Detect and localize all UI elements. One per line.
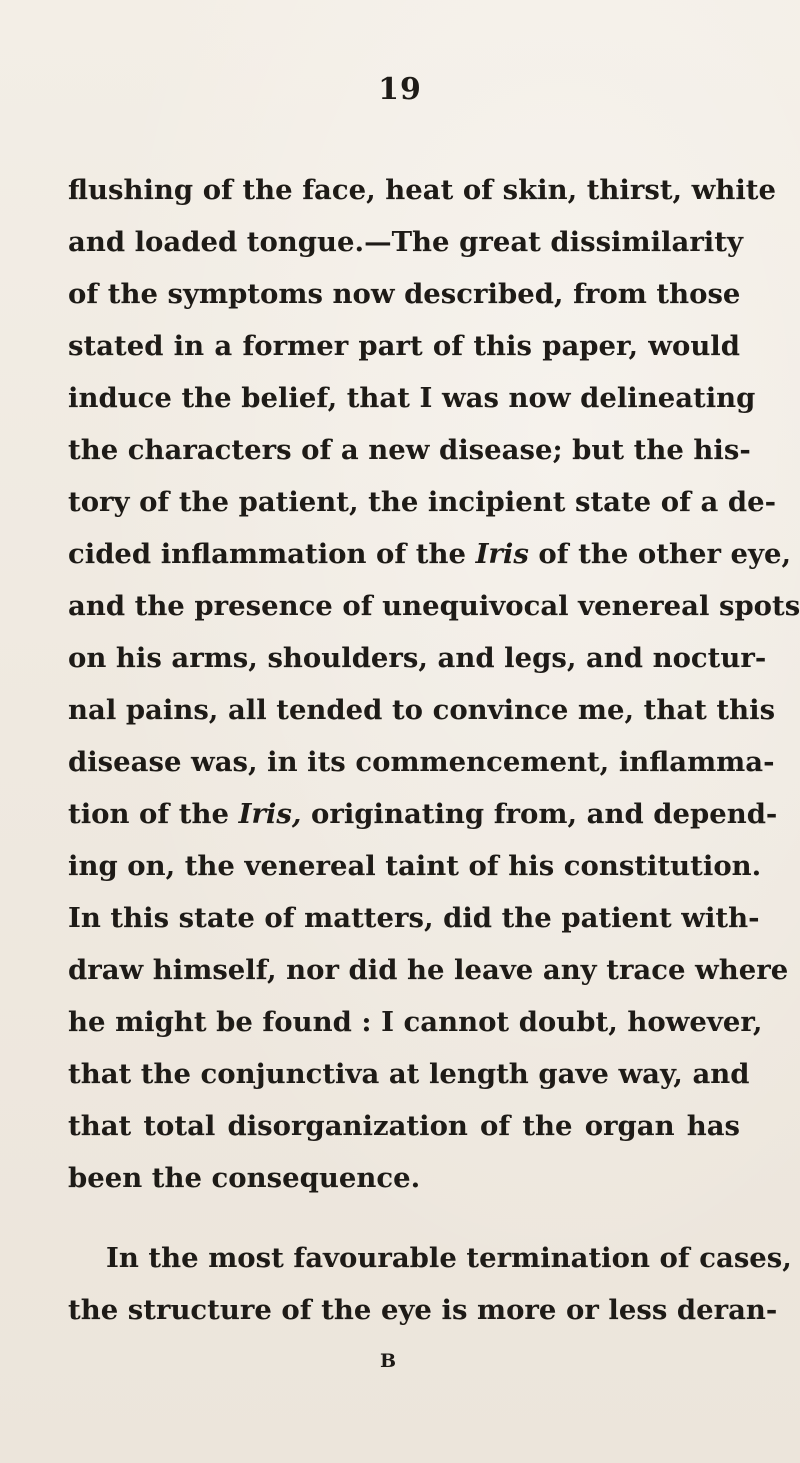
text-line: and loaded tongue.—The great dissimilarity [68, 226, 743, 258]
signature-mark: B [379, 1350, 397, 1372]
text-line: that total disorganization of the organ has [68, 1110, 740, 1142]
italic-term: Iris [475, 538, 529, 570]
text-line: nal pains, all tended to convince me, that this [68, 694, 776, 726]
text-line: the structure of the eye is more or less deran- [68, 1294, 778, 1326]
text-line: stated in a former part of this paper, would [68, 330, 740, 362]
text-line: that the conjunctiva at length gave way, and [68, 1058, 750, 1090]
text-line: he might be found : I cannot doubt, however, [68, 1006, 763, 1038]
text-line: the characters of a new disease; but the his- [68, 434, 751, 466]
text-line: draw himself, nor did he leave any trace where [68, 954, 789, 986]
text-segment: of the other eye, [528, 538, 792, 570]
text-line: flushing of the face, heat of skin, thirst, white [68, 174, 776, 206]
text-line: In the most favourable termination of cases, [106, 1242, 792, 1274]
italic-term: Iris, [238, 798, 302, 830]
text-line: tory of the patient, the incipient state of a de- [68, 486, 777, 518]
text-line: of the symptoms now described, from those [68, 278, 741, 310]
page-number: 19 [378, 72, 422, 107]
text-line: on his arms, shoulders, and legs, and noctur- [68, 642, 767, 674]
text-line: and the presence of unequivocal venereal spots [68, 590, 800, 622]
text-line [68, 534, 792, 574]
text-line: ing on, the venereal taint of his constitution. [68, 850, 762, 882]
text-segment: tion of the [68, 798, 239, 830]
text-line: been the consequence. [68, 1162, 421, 1194]
text-line: induce the belief, that I was now delineating [68, 382, 756, 414]
text-segment: cided inflammation of the [68, 538, 476, 570]
text-line: disease was, in its commencement, inflamma- [68, 746, 775, 778]
text-segment: originating from, and depend- [301, 798, 778, 830]
text-line [68, 794, 778, 834]
text-line: In this state of matters, did the patient with- [68, 902, 760, 934]
